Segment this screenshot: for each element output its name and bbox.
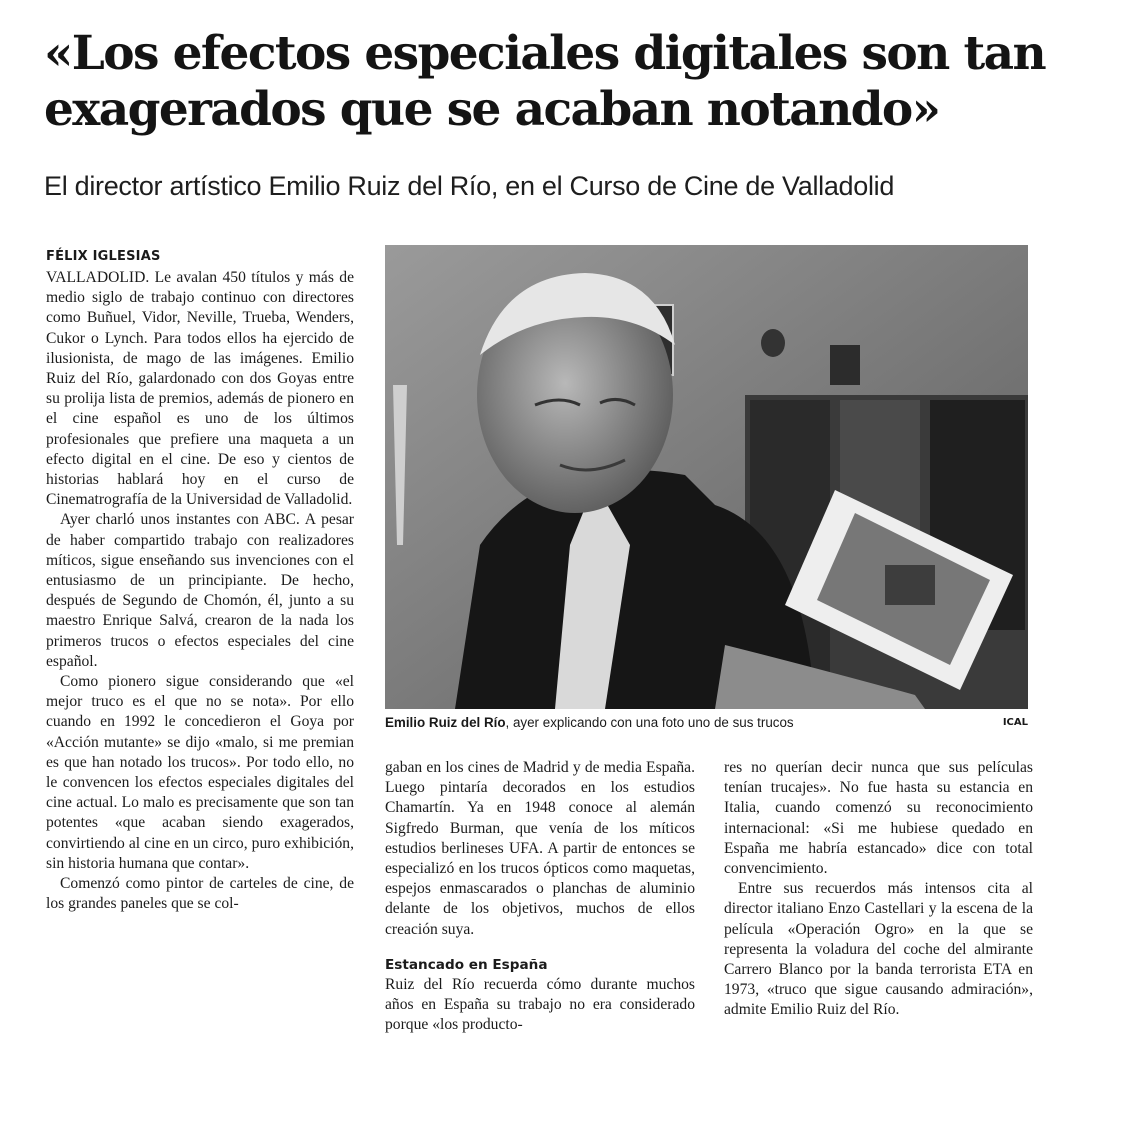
paragraph-6: Entre sus recuerdos más intensos cita al director italiano Enzo Castellari y la escena de la película «Operación Ogro» en la que se representa la voladura del coche del almirante Carrero Blanco por la banda terrorista ETA en 1973, «truco que sigue causando admiración», admite Emilio Ruiz del Río. xyxy=(724,880,1033,1019)
paragraph-3: Como pionero sigue considerando que «el mejor truco es el que no se nota». Por ello cuando en 1992 le concedieron el Goya por «Acción mutante» se dijo «malo, si me premian es que han notado los trucos». Por todo ello, no le convencen los efectos especiales digitales del cine actual. Lo malo es precisamente que son tan potentes «que acaban siendo exagerados, convirtiendo al cine en un circo, puro exhibición, sin historia humana que contar». xyxy=(46,673,354,872)
subheadline: El director artístico Emilio Ruiz del Río, en el Curso de Cine de Valladolid xyxy=(44,171,895,201)
headline: «Los efectos especiales digitales son tan exagerados que se acaban notando» xyxy=(44,26,1046,137)
paragraph-2: Ayer charló unos instantes con ABC. A pesar de haber compartido trabajo con realizadores míticos, sigue enseñando sus invenciones con el entusiasmo de un principiante. De hecho, después de Segundo de Chomón, él, junto a su maestro Enrique Salvá, crearon de la nada los primeros trucos o efectos especiales del cine español. xyxy=(46,511,354,670)
column-2 xyxy=(385,758,695,1035)
caption-text: , ayer explicando con una foto uno de sus trucos xyxy=(505,715,794,730)
caption-name: Emilio Ruiz del Río xyxy=(385,715,506,730)
photo-credit: ICAL xyxy=(1002,717,1028,728)
paragraph-5-start: Ruiz del Río recuerda cómo durante muchos años en España su trabajo no era considerado porque «los producto- xyxy=(385,975,695,1034)
paragraph-4-end: gaban en los cines de Madrid y de media España. Luego pintaría decorados en los estudios Chamartín. Ya en 1948 conoce al alemán Sigfredo Burman, que venía de los míticos estudios berlineses UFA. A partir de entonces se especializó en los trucos ópticos como maquetas, espejos enmascarados o planchas de aluminio delante de los objetivos, muchos de ellos creación suya. xyxy=(385,759,695,938)
paragraph-1: VALLADOLID. Le avalan 450 títulos y más de medio siglo de trabajo continuo con directores como Buñuel, Vidor, Neville, Trueba, Wenders, Cukor o Lynch. Para todos ellos ha ejercido de ilusionista, de mago de las imágenes. Emilio Ruiz del Río, galardonado con dos Goyas entre su prolija lista de premios, además de pionero en el cine español es uno de los últimos profesionales que prefiere una maqueta a un efecto digital en el cine. De eso y cientos de historias hablará hoy en el curso de Cinematrografía de la Universidad de Valladolid. xyxy=(46,269,354,509)
article-photo xyxy=(385,245,1028,709)
photo-illustration xyxy=(385,245,1028,709)
byline: FÉLIX IGLESIAS xyxy=(46,249,161,264)
paragraph-4-start: Comenzó como pintor de carteles de cine, de los grandes paneles que se col- xyxy=(46,875,354,913)
photo-caption xyxy=(385,715,1028,730)
paragraph-5-end: res no querían decir nunca que sus películas tenían trucajes». No fue hasta su estancia en Italia, cuando comenzó su reconocimiento internacional: «Si me hubiese quedado en España me habría estancado» dice con total convencimiento. xyxy=(724,759,1033,878)
column-3 xyxy=(724,758,1033,1021)
column-1 xyxy=(46,268,354,915)
section-subheading: Estancado en España xyxy=(385,956,548,973)
